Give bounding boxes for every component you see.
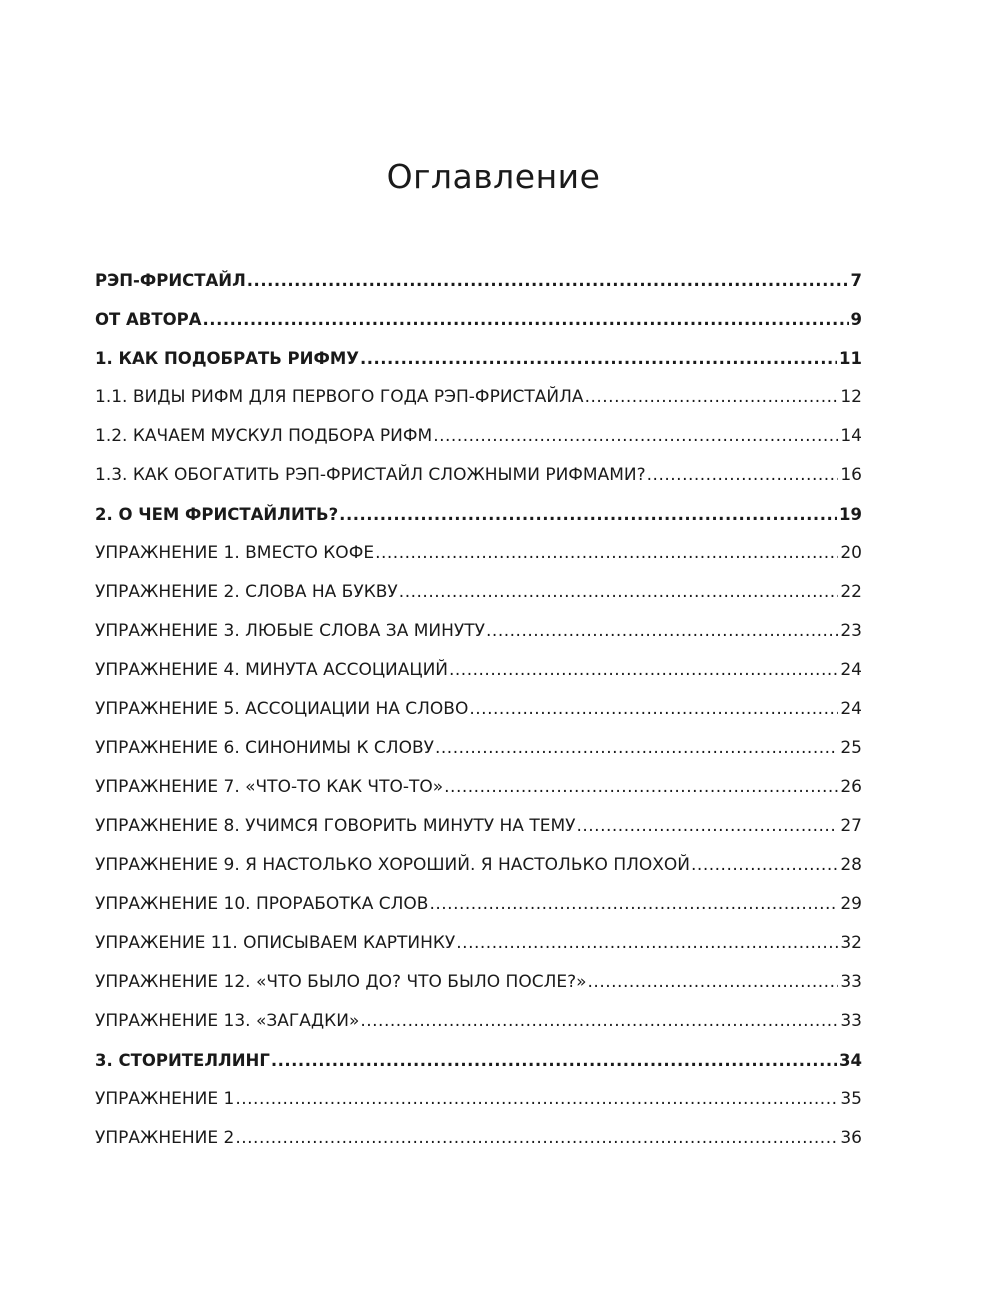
toc-entry-page: 20 — [840, 543, 862, 563]
toc-entry-label: УПРАЖНЕНИЕ 1. ВМЕСТО КОФЕ — [95, 543, 375, 563]
toc-entry-page: 19 — [839, 505, 862, 524]
toc-entry[interactable] — [95, 378, 862, 417]
table-of-contents — [95, 261, 862, 1158]
toc-entry[interactable] — [95, 261, 862, 300]
toc-entry-page: 11 — [839, 349, 862, 368]
toc-leader-dots — [585, 378, 839, 417]
toc-leader-dots — [429, 885, 838, 924]
toc-entry-label: УПРАЖНЕНИЕ 4. МИНУТА АССОЦИАЦИЙ — [95, 660, 448, 680]
toc-entry-label: УПРАЖНЕНИЕ 13. «ЗАГАДКИ» — [95, 1011, 360, 1031]
toc-entry-page: 7 — [850, 271, 862, 290]
toc-entry[interactable] — [95, 339, 862, 378]
toc-entry-label: УПРАЖНЕНИЕ 9. Я НАСТОЛЬКО ХОРОШИЙ. Я НАСТОЛЬКО ПЛОХОЙ — [95, 855, 691, 875]
toc-entry-label: УПРАЖНЕНИЕ 12. «ЧТО БЫЛО ДО? ЧТО БЫЛО ПОСЛЕ?» — [95, 972, 587, 992]
toc-entry[interactable] — [95, 1080, 862, 1119]
toc-entry-label: 1. КАК ПОДОБРАТЬ РИФМУ — [95, 349, 359, 368]
toc-entry[interactable] — [95, 885, 862, 924]
toc-entry[interactable] — [95, 573, 862, 612]
toc-leader-dots — [449, 651, 838, 690]
toc-entry-page: 23 — [840, 621, 862, 641]
toc-leader-dots — [691, 846, 838, 885]
toc-entry-label: УПРАЖНЕНИЕ 5. АССОЦИАЦИИ НА СЛОВО — [95, 699, 469, 719]
toc-entry[interactable] — [95, 1002, 862, 1041]
toc-entry[interactable] — [95, 768, 862, 807]
toc-leader-dots — [375, 534, 838, 573]
toc-entry-label: 1.3. КАК ОБОГАТИТЬ РЭП-ФРИСТАЙЛ СЛОЖНЫМИ РИФМАМИ? — [95, 465, 646, 485]
toc-entry-label: УПРАЖЕНИЕ 11. ОПИСЫВАЕМ КАРТИНКУ — [95, 933, 456, 953]
toc-leader-dots — [469, 690, 838, 729]
toc-leader-dots — [235, 1119, 838, 1158]
toc-leader-dots — [456, 924, 838, 963]
toc-entry-page: 29 — [840, 894, 862, 914]
toc-entry[interactable] — [95, 456, 862, 495]
toc-leader-dots — [647, 456, 839, 495]
toc-entry-page: 32 — [840, 933, 862, 953]
toc-leader-dots — [360, 1002, 838, 1041]
toc-entry-label: 1.2. КАЧАЕМ МУСКУЛ ПОДБОРА РИФМ — [95, 426, 433, 446]
toc-leader-dots — [486, 612, 838, 651]
toc-leader-dots — [203, 300, 849, 339]
toc-entry-page: 33 — [840, 1011, 862, 1031]
toc-entry-label: УПРАЖНЕНИЕ 7. «ЧТО-ТО КАК ЧТО-ТО» — [95, 777, 444, 797]
toc-entry-page: 16 — [840, 465, 862, 485]
toc-leader-dots — [433, 417, 838, 456]
toc-entry-page: 35 — [840, 1089, 862, 1109]
toc-entry[interactable] — [95, 534, 862, 573]
toc-entry-label: 2. О ЧЕМ ФРИСТАЙЛИТЬ? — [95, 505, 339, 524]
toc-entry-label: 1.1. ВИДЫ РИФМ ДЛЯ ПЕРВОГО ГОДА РЭП-ФРИСТАЙЛА — [95, 387, 584, 407]
toc-entry-page: 24 — [840, 699, 862, 719]
toc-entry-page: 36 — [840, 1128, 862, 1148]
toc-leader-dots — [360, 339, 837, 378]
toc-entry[interactable] — [95, 417, 862, 456]
page-title: Оглавление — [386, 157, 601, 196]
toc-entry[interactable] — [95, 690, 862, 729]
toc-entry[interactable] — [95, 612, 862, 651]
toc-entry-page: 9 — [850, 310, 862, 329]
toc-entry[interactable] — [95, 1041, 862, 1080]
toc-entry-page: 24 — [840, 660, 862, 680]
toc-entry-label: УПРАЖНЕНИЕ 10. ПРОРАБОТКА СЛОВ — [95, 894, 429, 914]
toc-leader-dots — [235, 1080, 838, 1119]
toc-entry-label: УПРАЖНЕНИЕ 2 — [95, 1128, 235, 1148]
toc-entry[interactable] — [95, 807, 862, 846]
toc-entry[interactable] — [95, 300, 862, 339]
toc-leader-dots — [271, 1041, 837, 1080]
toc-entry[interactable] — [95, 1119, 862, 1158]
toc-entry-page: 33 — [840, 972, 862, 992]
toc-entry[interactable] — [95, 963, 862, 1002]
toc-entry-page: 22 — [840, 582, 862, 602]
toc-entry-page: 25 — [840, 738, 862, 758]
toc-leader-dots — [247, 261, 849, 300]
toc-entry-page: 26 — [840, 777, 862, 797]
toc-entry-page: 34 — [839, 1051, 862, 1070]
toc-entry-page: 27 — [840, 816, 862, 836]
toc-leader-dots — [399, 573, 839, 612]
toc-entry-label: УПРАЖНЕНИЕ 6. СИНОНИМЫ К СЛОВУ — [95, 738, 434, 758]
toc-entry-page: 28 — [840, 855, 862, 875]
toc-entry-label: УПРАЖНЕНИЕ 2. СЛОВА НА БУКВУ — [95, 582, 398, 602]
toc-leader-dots — [588, 963, 839, 1002]
toc-leader-dots — [435, 729, 838, 768]
toc-entry-label: ОТ АВТОРА — [95, 310, 202, 329]
toc-leader-dots — [444, 768, 838, 807]
toc-entry-label: 3. СТОРИТЕЛЛИНГ — [95, 1051, 270, 1070]
toc-entry-label: УПРАЖНЕНИЕ 8. УЧИМСЯ ГОВОРИТЬ МИНУТУ НА ТЕМУ — [95, 816, 576, 836]
toc-entry-page: 14 — [840, 426, 862, 446]
toc-entry[interactable] — [95, 729, 862, 768]
toc-leader-dots — [339, 495, 837, 534]
toc-entry-label: РЭП-ФРИСТАЙЛ — [95, 271, 246, 290]
toc-entry-label: УПРАЖНЕНИЕ 3. ЛЮБЫЕ СЛОВА ЗА МИНУТУ — [95, 621, 486, 641]
toc-entry[interactable] — [95, 651, 862, 690]
toc-entry-page: 12 — [840, 387, 862, 407]
toc-entry[interactable] — [95, 846, 862, 885]
toc-entry-label: УПРАЖНЕНИЕ 1 — [95, 1089, 235, 1109]
toc-entry[interactable] — [95, 495, 862, 534]
toc-entry[interactable] — [95, 924, 862, 963]
toc-leader-dots — [576, 807, 838, 846]
